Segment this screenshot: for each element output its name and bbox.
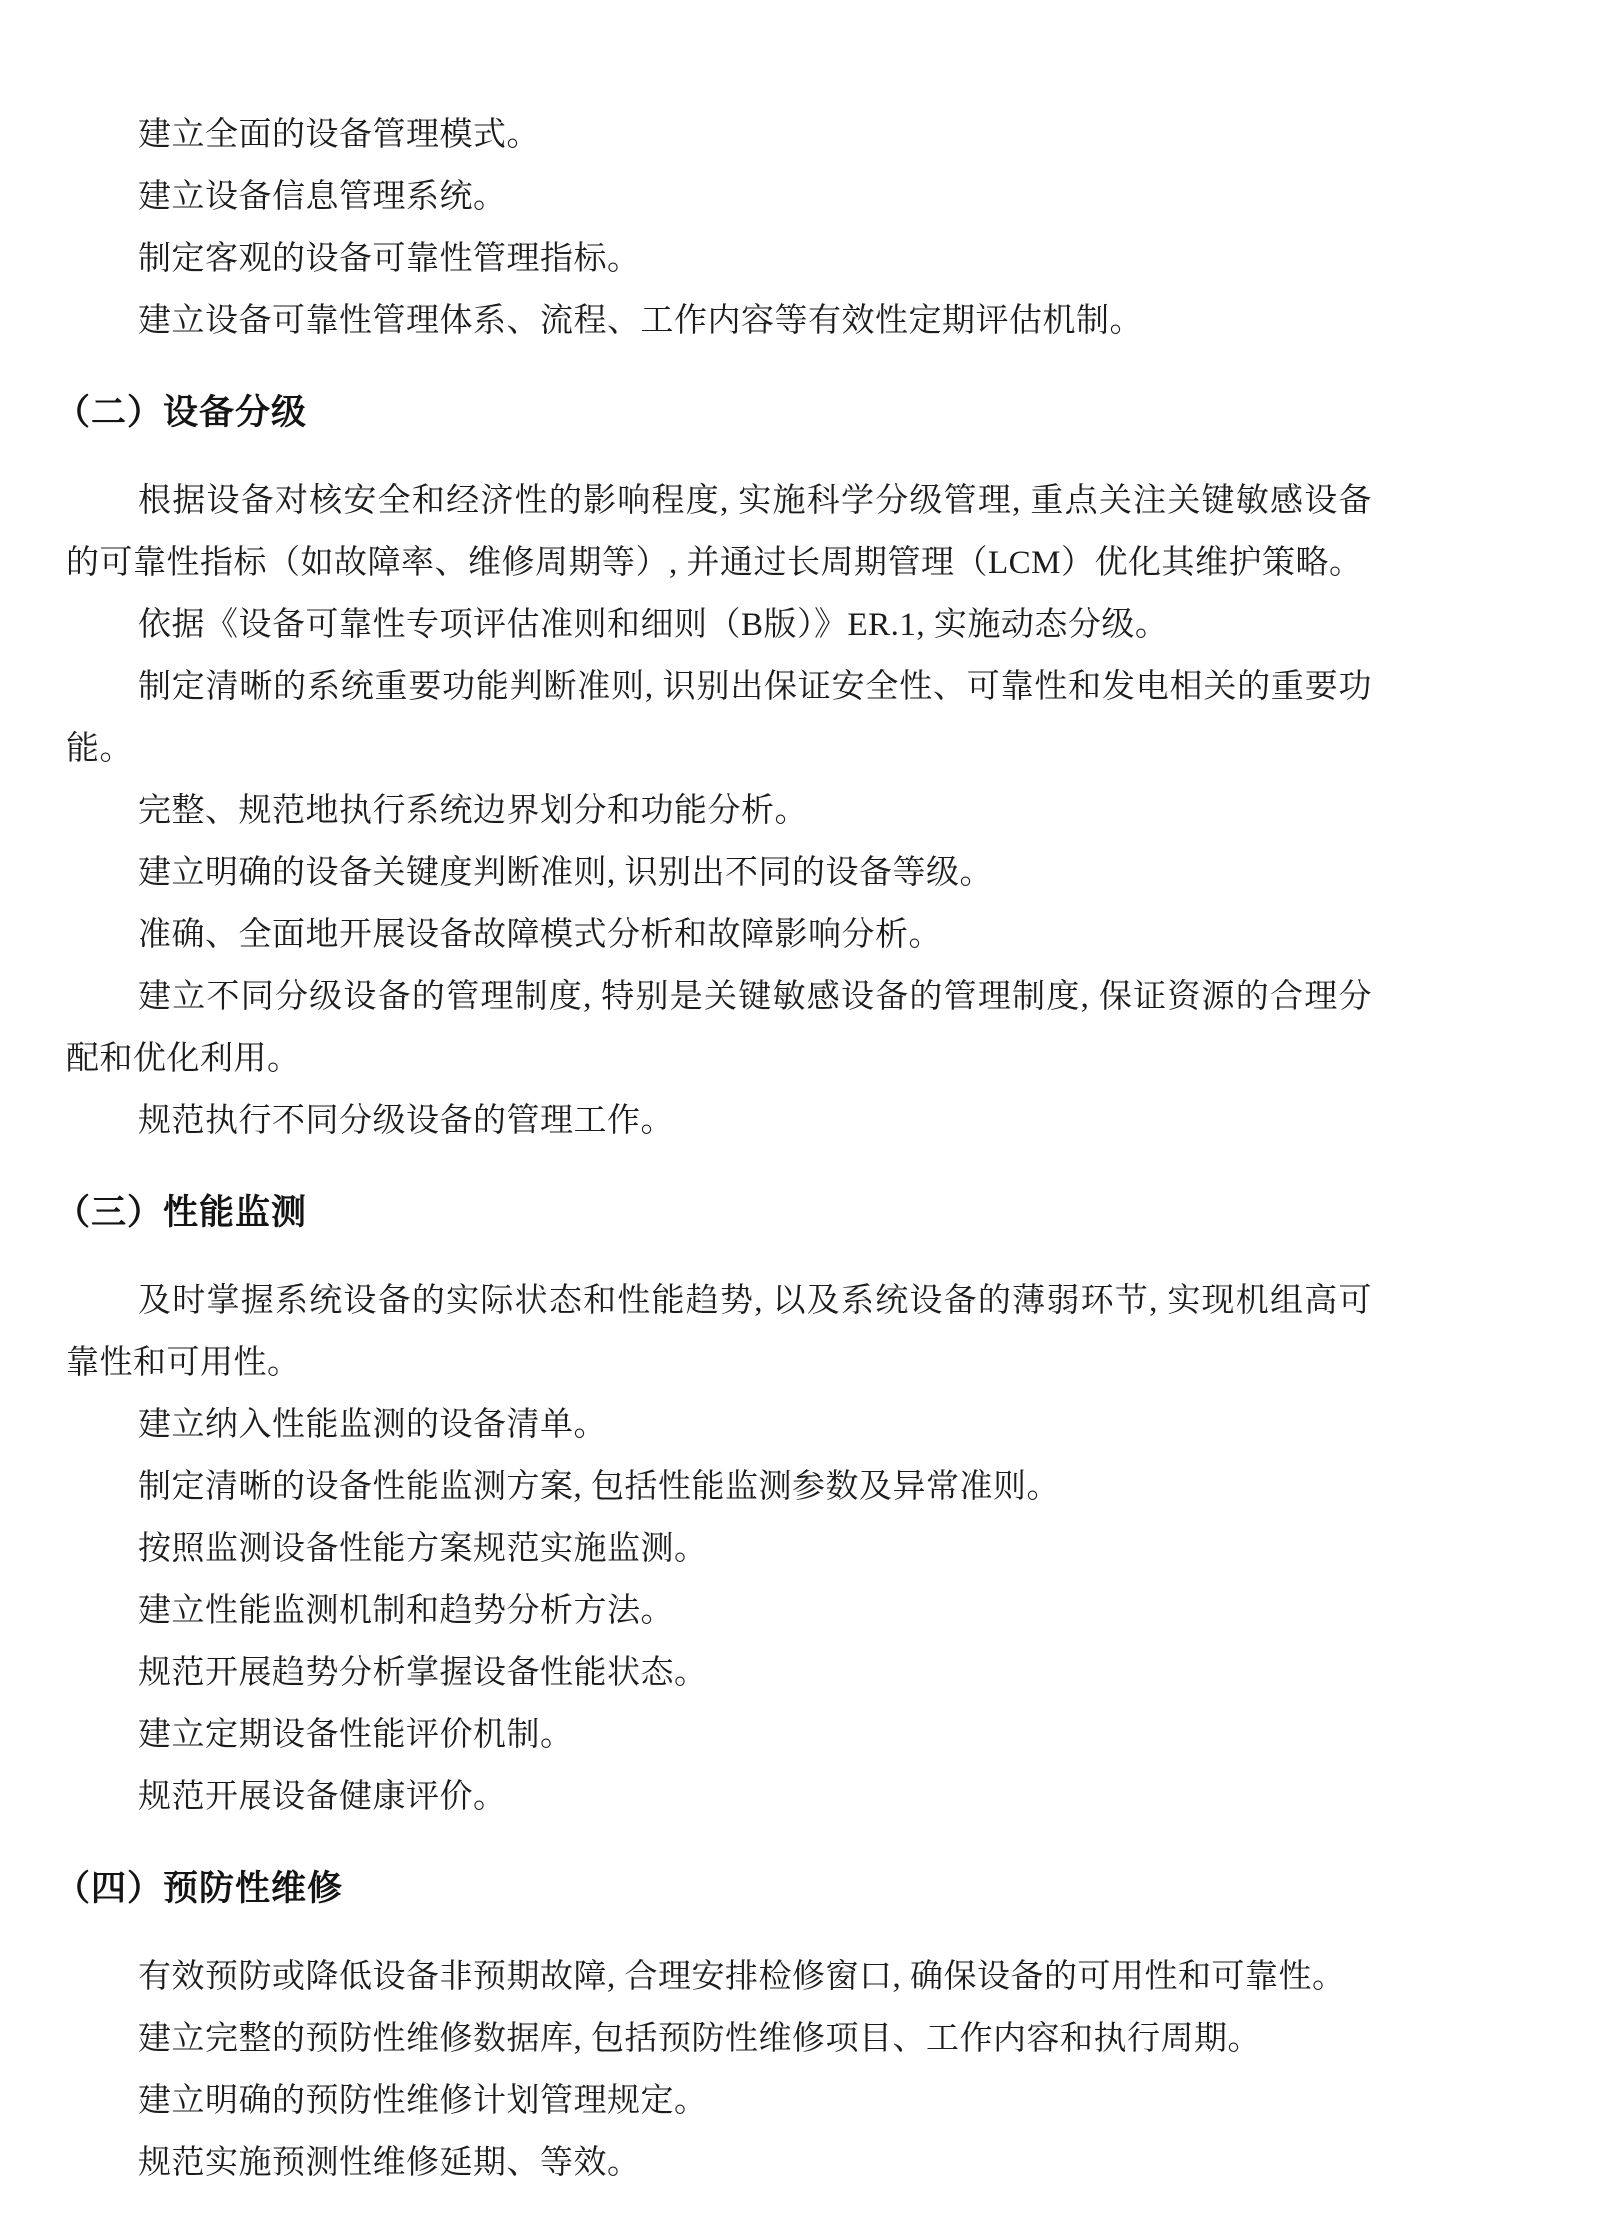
list-line: 建立定期设备性能评价机制。 — [138, 1717, 574, 1753]
list-line: 建立全面的设备管理模式。 — [138, 117, 540, 153]
section-heading-4: （四）预防性维修 — [55, 1869, 344, 1908]
section-intro-paragraph: 根据设备对核安全和经济性的影响程度, 实施科学分级管理, 重点关注关键敏感设备的可靠性指标（如故障率、维修周期等）, 并通过长周期管理（LCM）优化其维护策略。 — [66, 483, 1372, 581]
section-equipment-grading — [55, 382, 1372, 1152]
list-line: 规范执行不同分级设备的管理工作。 — [138, 1103, 674, 1139]
list-line: 按照监测设备性能方案规范实施监测。 — [138, 1531, 708, 1567]
list-line: 准确、全面地开展设备故障模式分析和故障影响分析。 — [138, 917, 942, 953]
list-line: 建立明确的预防性维修计划管理规定。 — [138, 2083, 708, 2119]
section-heading-3: （三）性能监测 — [55, 1193, 308, 1232]
section-heading-2: （二）设备分级 — [55, 393, 308, 432]
list-line: 建立纳入性能监测的设备清单。 — [138, 1407, 607, 1443]
list-line: 建立设备信息管理系统。 — [138, 179, 507, 215]
list-line: 建立性能监测机制和趋势分析方法。 — [138, 1593, 674, 1629]
list-line: 建立设备可靠性管理体系、流程、工作内容等有效性定期评估机制。 — [138, 303, 1143, 339]
list-line: 建立完整的预防性维修数据库, 包括预防性维修项目、工作内容和执行周期。 — [138, 2021, 1261, 2057]
section-preventive-maintenance — [55, 1858, 1372, 2194]
intro-list — [66, 104, 1372, 352]
list-line: 有效预防或降低设备非预期故障, 合理安排检修窗口, 确保设备的可用性和可靠性。 — [138, 1959, 1346, 1995]
list-line: 完整、规范地执行系统边界划分和功能分析。 — [138, 793, 808, 829]
list-line: 制定清晰的系统重要功能判断准则, 识别出保证安全性、可靠性和发电相关的重要功能。 — [66, 669, 1372, 767]
list-line: 规范开展设备健康评价。 — [138, 1779, 507, 1815]
list-line: 建立明确的设备关键度判断准则, 识别出不同的设备等级。 — [138, 855, 993, 891]
list-line: 依据《设备可靠性专项评估准则和细则（B版）》ER.1, 实施动态分级。 — [138, 607, 1169, 643]
section-performance-monitoring — [55, 1182, 1372, 1828]
list-line: 建立不同分级设备的管理制度, 特别是关键敏感设备的管理制度, 保证资源的合理分配和优化利用。 — [66, 979, 1372, 1077]
list-line: 制定客观的设备可靠性管理指标。 — [138, 241, 641, 277]
list-line: 制定清晰的设备性能监测方案, 包括性能监测参数及异常准则。 — [138, 1469, 1060, 1505]
list-line: 规范开展趋势分析掌握设备性能状态。 — [138, 1655, 708, 1691]
section-intro-paragraph: 及时掌握系统设备的实际状态和性能趋势, 以及系统设备的薄弱环节, 实现机组高可靠性和可用性。 — [66, 1283, 1372, 1381]
list-line: 规范实施预测性维修延期、等效。 — [138, 2145, 641, 2181]
